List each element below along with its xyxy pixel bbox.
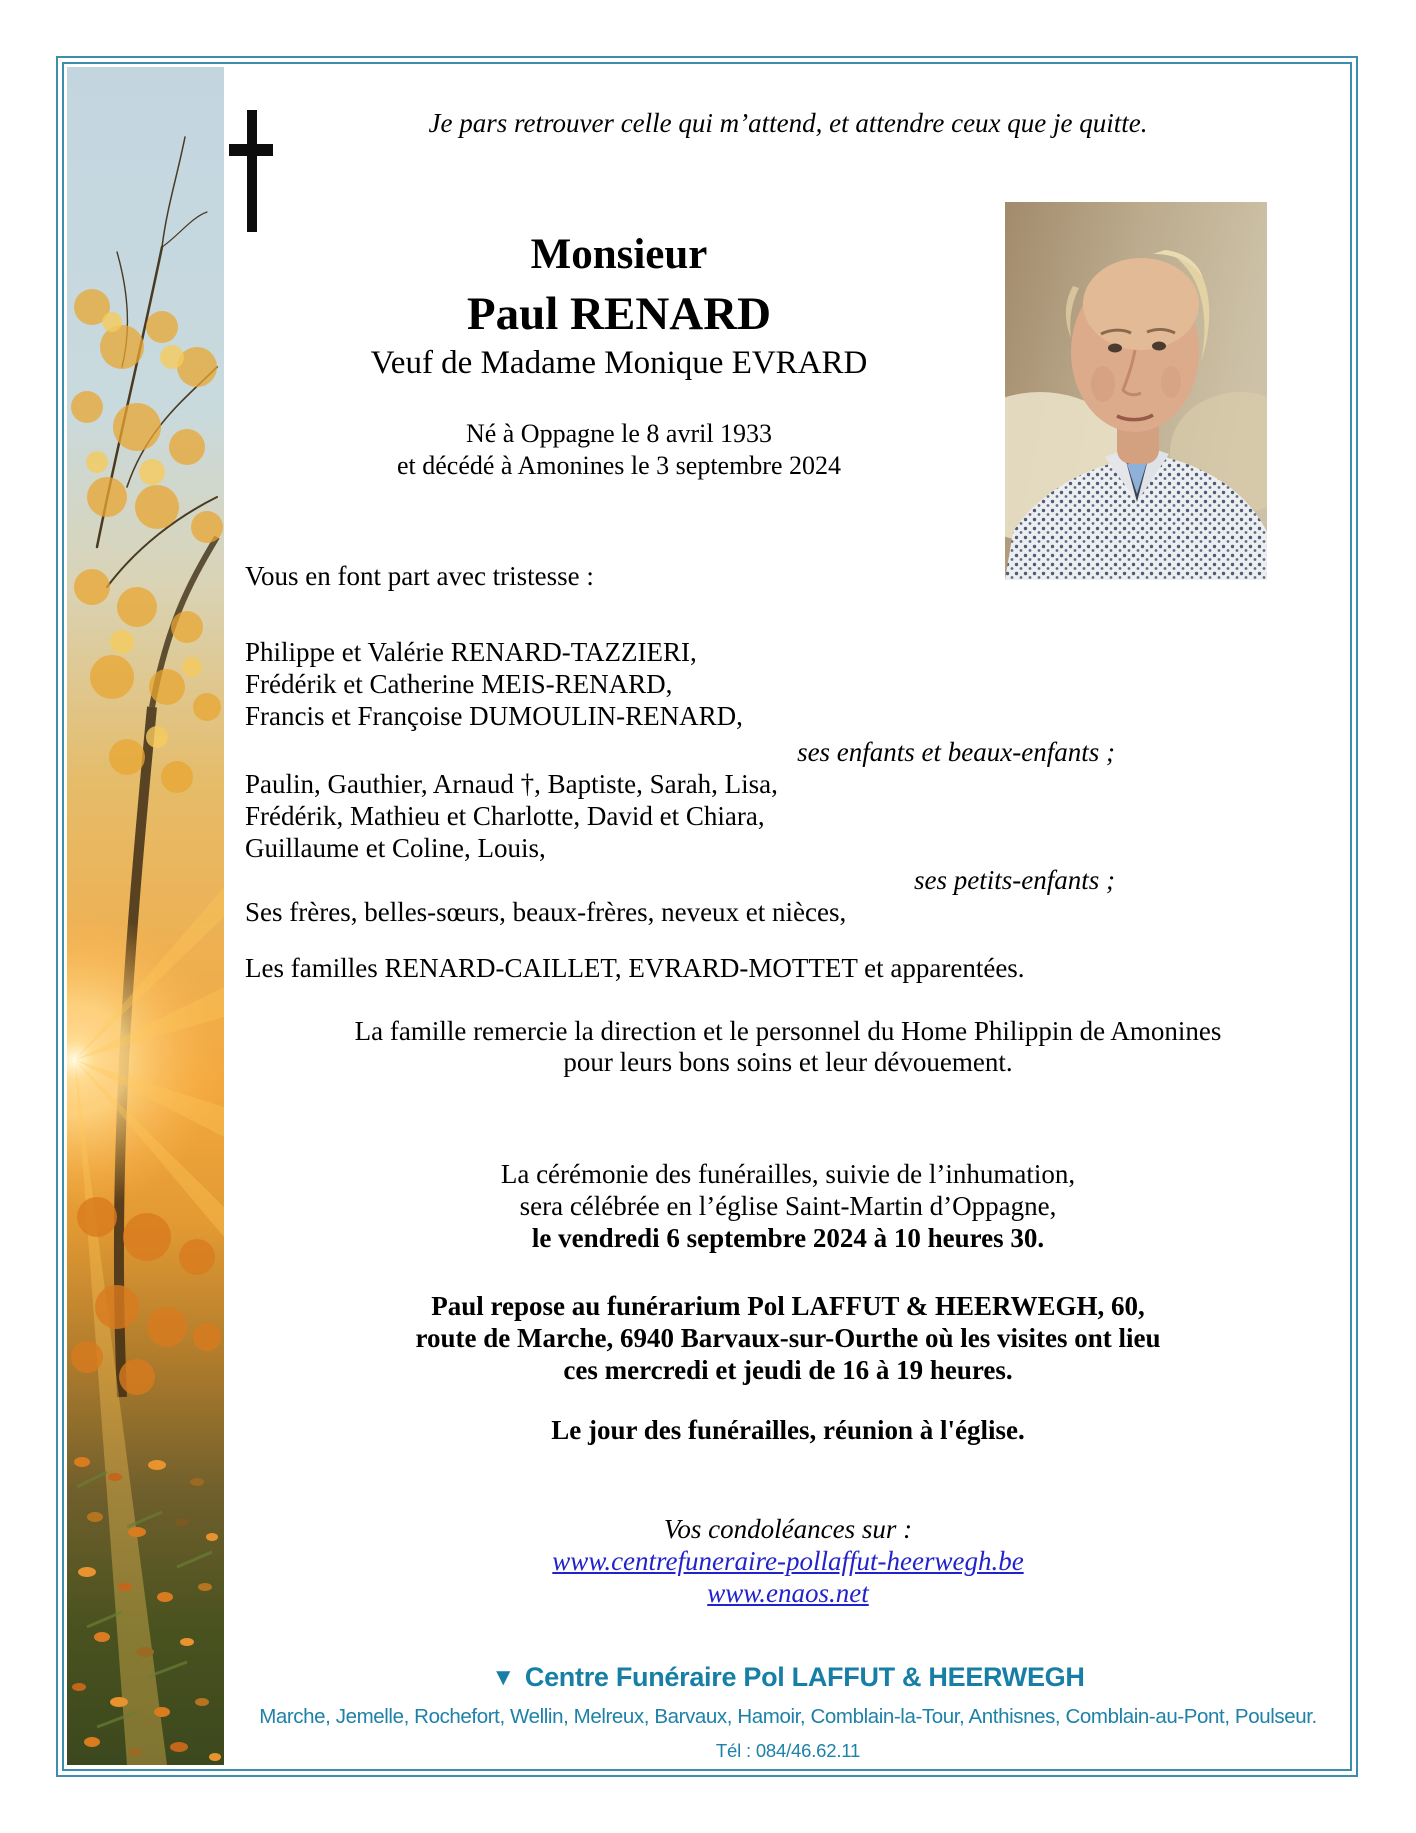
- condolences-link-enaos[interactable]: www.enaos.net: [707, 1578, 869, 1608]
- children-label: ses enfants et beaux-enfants ;: [797, 737, 1115, 767]
- epitaph-quote: Je pars retrouver celle qui m’attend, et attendre ceux que je quitte.: [428, 108, 1148, 138]
- families-line: Les familles RENARD-CAILLET, EVRARD-MOTTET et apparentées.: [245, 953, 1025, 983]
- funeral-home-phone: Tél : 084/46.62.11: [715, 1740, 861, 1761]
- condolences-link-centrefuneraire[interactable]: www.centrefuneraire-pollaffut-heerwegh.be: [552, 1546, 1024, 1576]
- ceremony-line: La cérémonie des funérailles, suivie de l’inhumation,: [500, 1159, 1076, 1189]
- list-item: Paulin, Gauthier, Arnaud †, Baptiste, Sarah, Lisa,: [245, 769, 778, 799]
- funeral-home-localities: Marche, Jemelle, Rochefort, Wellin, Melreux, Barvaux, Hamoir, Comblain-la-Tour, Anthisnes, Comblain-au-Pont, Poulseur.: [259, 1705, 1317, 1728]
- thanks-line: pour leurs bons soins et leur dévouement.: [563, 1047, 1013, 1077]
- autumn-photo-strip: [67, 67, 224, 1765]
- condolences-label: Vos condoléances sur :: [663, 1514, 913, 1544]
- list-item: Frédérik, Mathieu et Charlotte, David et Chiara,: [245, 801, 765, 831]
- thanks-line: La famille remercie la direction et le personnel du Home Philippin de Amonines: [354, 1016, 1222, 1046]
- funerarium-line: ces mercredi et jeudi de 16 à 19 heures.: [563, 1355, 1013, 1385]
- brand-name: Centre Funéraire Pol LAFFUT & HEERWEGH: [524, 1662, 1085, 1692]
- list-item: Philippe et Valérie RENARD-TAZZIERI,: [245, 637, 697, 667]
- list-item: Frédérik et Catherine MEIS-RENARD,: [245, 669, 673, 699]
- title-block: [233, 230, 1005, 482]
- reunion-line: Le jour des funérailles, réunion à l'église.: [551, 1415, 1025, 1445]
- funeral-home-brand: [233, 1660, 1343, 1696]
- funerarium-line: Paul repose au funérarium Pol LAFFUT & HEERWEGH, 60,: [431, 1291, 1145, 1321]
- ceremony-line: sera célébrée en l’église Saint-Martin d’Oppagne,: [519, 1191, 1057, 1221]
- family-announcement: [245, 560, 1115, 984]
- announcement-intro: Vous en font part avec tristesse :: [245, 561, 594, 591]
- widower-line: Veuf de Madame Monique EVRARD: [370, 345, 868, 381]
- siblings-line: Ses frères, belles-sœurs, beaux-frères, neveux et nièces,: [245, 897, 847, 927]
- salutation: Monsieur: [530, 231, 708, 278]
- grandchildren-list: [245, 768, 1115, 864]
- deceased-name: Paul RENARD: [466, 288, 772, 340]
- grandchildren-label: ses petits-enfants ;: [914, 865, 1115, 895]
- funerarium-paragraph: [233, 1290, 1343, 1386]
- ceremony-paragraph: [233, 1158, 1343, 1254]
- condolences-block: [233, 1513, 1343, 1609]
- portrait-photo: [1005, 202, 1267, 580]
- children-list: [245, 636, 1115, 732]
- ceremony-date: le vendredi 6 septembre 2024 à 10 heures 30.: [531, 1223, 1045, 1253]
- list-item: Guillaume et Coline, Louis,: [245, 833, 546, 863]
- death-line: et décédé à Amonines le 3 septembre 2024: [396, 451, 842, 480]
- brand-triangle-icon: ▼: [491, 1664, 515, 1691]
- list-item: Francis et Françoise DUMOULIN-RENARD,: [245, 701, 743, 731]
- birth-line: Né à Oppagne le 8 avril 1933: [465, 419, 773, 448]
- thanks-paragraph: [233, 1016, 1343, 1078]
- funerarium-line: route de Marche, 6940 Barvaux-sur-Ourthe où les visites ont lieu: [415, 1323, 1161, 1353]
